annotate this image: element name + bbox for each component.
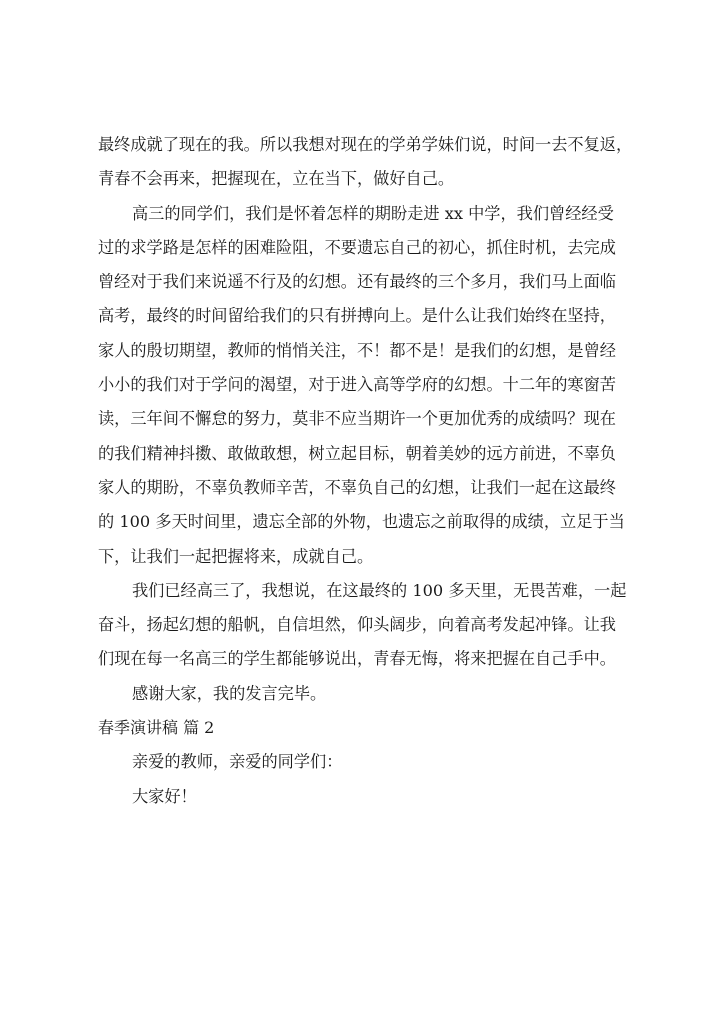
section-heading: 春季演讲稿 篇 2 [98,718,215,738]
text-line: 的 100 多天时间里，遗忘全部的外物，也遗忘之前取得的成绩，立足于当 [98,512,625,532]
text-line: 高考，最终的时间留给我们的只有拼搏向上。是什么让我们始终在坚持， [98,306,616,326]
paragraph-continuation [98,128,635,197]
greeting-line: 亲爱的教师，亲爱的同学们： [132,752,343,772]
closing-paragraph: 感谢大家，我的发言完毕。 [132,683,327,703]
text-line: 小小的我们对于学问的渴望，对于进入高等学府的幻想。十二年的寒窗苦 [98,375,616,395]
text-line: 奋斗，扬起幻想的船帆，自信坦然，仰头阔步，向着高考发起冲锋。让我 [98,615,616,635]
text-line: 的我们精神抖擞、敢做敢想，树立起目标，朝着美妙的远方前进，不辜负 [98,443,616,463]
document-body [98,128,635,814]
text-line: 家人的殷切期望，教师的悄悄关注，不！都不是！是我们的幻想，是曾经 [98,340,616,360]
text-line: 最终成就了现在的我。所以我想对现在的学弟学妹们说，时间一去不复返， [98,135,633,154]
text-line: 下，让我们一起把握将来，成就自己。 [98,546,374,566]
salutation-line: 大家好！ [132,786,197,806]
text-line: 青春不会再来，把握现在，立在当下，做好自己。 [98,169,455,189]
text-line: 们现在每一名高三的学生都能够说出，青春无悔，将来把握在自己手中。 [98,649,616,669]
text-line: 读，三年间不懈怠的努力，莫非不应当期许一个更加优秀的成绩吗？现在 [98,409,616,429]
text-line: 过的求学路是怎样的困难险阻，不要遗忘自己的初心，抓住时机，去完成 [98,237,616,257]
text-line: 我们已经高三了，我想说，在这最终的 100 多天里，无畏苦难，一起 [132,580,627,600]
text-line: 曾经对于我们来说遥不行及的幻想。还有最终的三个多月，我们马上面临 [98,272,616,292]
text-line: 高三的同学们，我们是怀着怎样的期盼走进 xx 中学，我们曾经经受 [132,203,614,223]
text-line: 家人的期盼，不辜负教师辛苦，不辜负自己的幻想，让我们一起在这最终 [98,477,616,497]
paragraph-senior-three [98,574,635,677]
paragraph-senior-students [98,197,635,574]
